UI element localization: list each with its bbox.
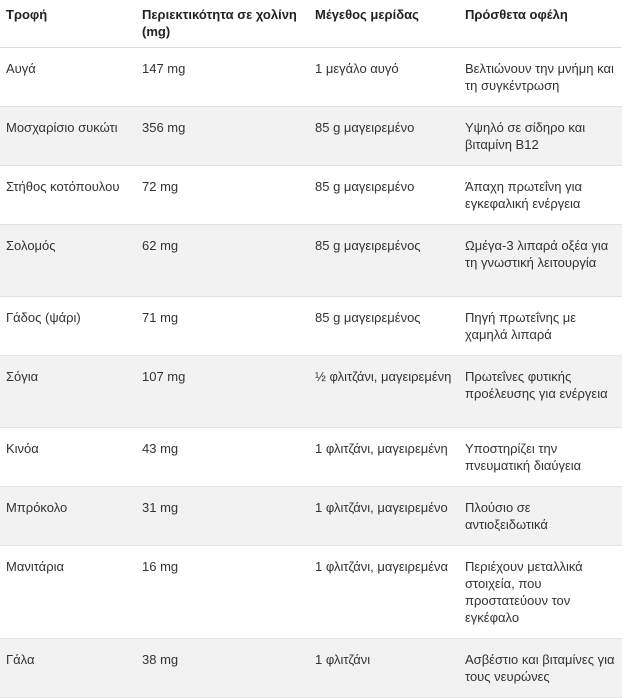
cell-food: Σολομός xyxy=(6,237,56,253)
table-row xyxy=(0,638,622,697)
header-serving-size: Μέγεθος μερίδας xyxy=(315,7,419,22)
cell-food: Αυγά xyxy=(6,60,36,76)
table-row xyxy=(0,106,622,165)
cell-food: Γάδος (ψάρι) xyxy=(6,309,81,325)
table-row xyxy=(0,47,622,106)
cell-food: Μοσχαρίσιο συκώτι xyxy=(6,119,118,135)
cell-food: Κινόα xyxy=(6,440,39,456)
cell-food: Σόγια xyxy=(6,368,39,384)
table-row xyxy=(0,296,622,355)
cell-benefit: Ασβέστιο και βιταμίνες για τους νευρώνες xyxy=(465,651,615,684)
header-choline-content: Περιεκτικότητα σε χολίνη (mg) xyxy=(142,7,297,39)
cell-serving: 85 g μαγειρεμένος xyxy=(315,309,421,325)
cell-serving: 1 φλιτζάνι, μαγειρεμένο xyxy=(315,499,448,515)
table-row xyxy=(0,224,622,296)
cell-serving: 1 φλιτζάνι, μαγειρεμένη xyxy=(315,440,448,456)
table-header-row xyxy=(0,0,622,47)
cell-benefit: Άπαχη πρωτεΐνη για εγκεφαλική ενέργεια xyxy=(465,178,583,211)
table-row xyxy=(0,427,622,486)
cell-food: Μπρόκολο xyxy=(6,499,68,515)
cell-food: Μανιτάρια xyxy=(6,558,64,574)
cell-choline: 62 mg xyxy=(142,237,179,253)
cell-choline: 38 mg xyxy=(142,651,179,667)
cell-choline: 43 mg xyxy=(142,440,179,456)
cell-serving: ½ φλιτζάνι, μαγειρεμένη xyxy=(315,368,452,384)
cell-benefit: Υποστηρίζει την πνευματική διαύγεια xyxy=(465,440,582,473)
cell-choline: 72 mg xyxy=(142,178,179,194)
cell-serving: 1 μεγάλο αυγό xyxy=(315,60,399,76)
cell-food: Στήθος κοτόπουλου xyxy=(6,178,120,194)
table-row xyxy=(0,355,622,427)
cell-benefit: Βελτιώνουν την μνήμη και τη συγκέντρωση xyxy=(465,60,614,93)
cell-choline: 31 mg xyxy=(142,499,179,515)
cell-choline: 147 mg xyxy=(142,60,186,76)
cell-benefit: Πρωτεΐνες φυτικής προέλευσης για ενέργεια xyxy=(465,368,608,401)
cell-benefit: Πηγή πρωτεΐνης με χαμηλά λιπαρά xyxy=(465,309,577,342)
cell-serving: 85 g μαγειρεμένος xyxy=(315,237,421,253)
table-row xyxy=(0,165,622,224)
cell-serving: 1 φλιτζάνι xyxy=(315,651,371,667)
cell-benefit: Περιέχουν μεταλλικά στοιχεία, που προστατεύουν τον εγκέφαλο xyxy=(465,558,583,625)
cell-serving: 1 φλιτζάνι, μαγειρεμένα xyxy=(315,558,449,574)
cell-choline: 71 mg xyxy=(142,309,179,325)
table-row xyxy=(0,486,622,545)
cell-benefit: Πλούσιο σε αντιοξειδωτικά xyxy=(465,499,548,532)
cell-serving: 85 g μαγειρεμένο xyxy=(315,119,415,135)
cell-choline: 356 mg xyxy=(142,119,186,135)
header-benefits: Πρόσθετα οφέλη xyxy=(465,7,568,22)
cell-choline: 107 mg xyxy=(142,368,186,384)
cell-choline: 16 mg xyxy=(142,558,179,574)
header-food: Τροφή xyxy=(6,7,48,22)
cell-serving: 85 g μαγειρεμένο xyxy=(315,178,415,194)
cell-benefit: Ωμέγα-3 λιπαρά οξέα για τη γνωστική λειτουργία xyxy=(465,237,609,270)
cell-food: Γάλα xyxy=(6,651,35,667)
cell-benefit: Υψηλό σε σίδηρο και βιταμίνη B12 xyxy=(465,119,586,152)
table-row xyxy=(0,545,622,638)
